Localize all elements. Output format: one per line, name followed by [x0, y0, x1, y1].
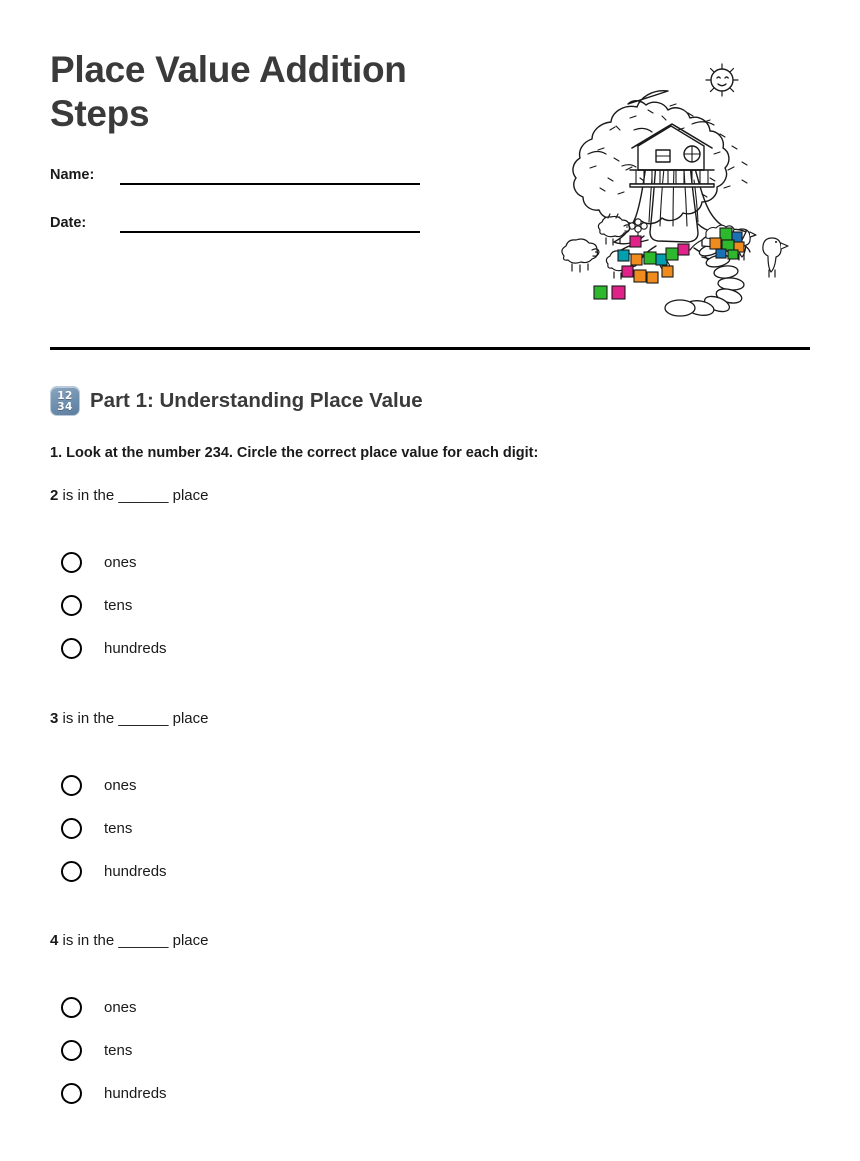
- date-field-label: Date:: [50, 215, 87, 232]
- digit-text-after: place: [168, 932, 209, 949]
- radio-circle-icon[interactable]: [61, 861, 82, 882]
- question-block: [50, 487, 650, 662]
- date-field-line[interactable]: [120, 231, 420, 233]
- name-field-line[interactable]: [120, 183, 420, 185]
- option-label: hundreds: [104, 862, 167, 880]
- option-row-hundreds[interactable]: [50, 857, 650, 885]
- page-title: Place Value Addition Steps: [50, 49, 407, 135]
- answer-blank[interactable]: ______: [118, 487, 169, 504]
- treehouse-illustration: [552, 58, 800, 323]
- option-row-ones[interactable]: [50, 548, 650, 576]
- option-label: tens: [104, 596, 133, 614]
- radio-circle-icon[interactable]: [61, 1040, 82, 1061]
- question-block: [50, 932, 650, 1107]
- section-divider: [50, 347, 810, 350]
- digit-text-after: place: [168, 710, 209, 727]
- worksheet-header: [50, 48, 520, 233]
- radio-circle-icon[interactable]: [61, 638, 82, 659]
- digit-text-before: is in the: [58, 932, 119, 949]
- digit-text-after: place: [168, 487, 209, 504]
- name-field-label: Name:: [50, 167, 95, 184]
- option-row-tens[interactable]: [50, 591, 650, 619]
- answer-blank[interactable]: ______: [118, 710, 169, 727]
- digit-value: 4: [50, 932, 59, 949]
- digit-value: 3: [50, 710, 59, 727]
- option-label: hundreds: [104, 1084, 167, 1102]
- option-row-hundreds[interactable]: [50, 634, 650, 662]
- digit-statement: [50, 932, 650, 950]
- radio-circle-icon[interactable]: [61, 818, 82, 839]
- option-label: ones: [104, 776, 137, 794]
- option-label: ones: [104, 998, 137, 1016]
- radio-circle-icon[interactable]: [61, 775, 82, 796]
- input-numbers-icon-top: 12: [57, 389, 73, 402]
- digit-statement: [50, 487, 650, 505]
- digit-text-before: is in the: [58, 487, 119, 504]
- radio-circle-icon[interactable]: [61, 997, 82, 1018]
- question-prompt: 1. Look at the number 234. Circle the correct place value for each digit:: [50, 445, 539, 461]
- digit-statement: [50, 710, 650, 728]
- digit-value: 2: [50, 487, 59, 504]
- question-block: [50, 710, 650, 885]
- part-heading: [50, 386, 423, 416]
- option-label: hundreds: [104, 639, 167, 657]
- digit-text-before: is in the: [58, 710, 119, 727]
- radio-circle-icon[interactable]: [61, 1083, 82, 1104]
- option-label: tens: [104, 1041, 133, 1059]
- input-numbers-icon-bottom: 34: [57, 400, 73, 413]
- option-row-tens[interactable]: [50, 1036, 650, 1064]
- option-row-hundreds[interactable]: [50, 1079, 650, 1107]
- radio-circle-icon[interactable]: [61, 552, 82, 573]
- option-label: ones: [104, 553, 137, 571]
- radio-circle-icon[interactable]: [61, 595, 82, 616]
- option-row-tens[interactable]: [50, 814, 650, 842]
- option-label: tens: [104, 819, 133, 837]
- option-row-ones[interactable]: [50, 771, 650, 799]
- date-field-row: [50, 211, 520, 233]
- answer-blank[interactable]: ______: [118, 932, 169, 949]
- option-row-ones[interactable]: [50, 993, 650, 1021]
- part-title: Part 1: Understanding Place Value: [90, 388, 423, 412]
- input-numbers-icon: [50, 386, 80, 416]
- name-field-row: [50, 163, 520, 185]
